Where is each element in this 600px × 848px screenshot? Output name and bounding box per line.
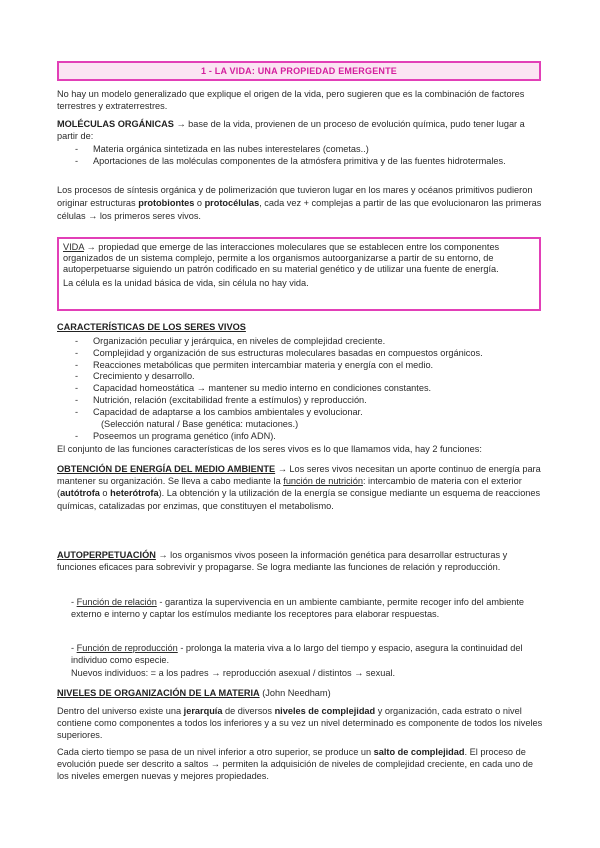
list-item: - Poseemos un programa genético (info ADN).: [75, 431, 545, 443]
niveles-paragraph-2: [57, 746, 547, 783]
sintesis-text: , cada vez + complejas a partir de las que evolucionaron las primeras células → los primeros seres vivos.: [57, 198, 542, 221]
niveles-text: de diversos: [222, 706, 275, 716]
list-item: - Capacidad de adaptarse a los cambios ambientales y evolucionar.: [75, 407, 545, 419]
energia-text: : intercambio de materia con el exterior (: [57, 476, 522, 499]
list-item: - Capacidad homeostática → mantener su medio interno en condiciones constantes.: [75, 383, 545, 395]
list-item: - Aportaciones de las moléculas componentes de la atmósfera primitiva y de las fuentes hidrotermales.: [75, 156, 545, 168]
funcion-relacion-paragraph: - Función de relación - garantiza la supervivencia en un ambiente cambiante, permite recoger info del ambiente externo e interno y captar los estímulos mediante los receptores para elaborar respuestas.: [71, 597, 525, 620]
vida-definition: [63, 242, 535, 275]
title-banner: [57, 61, 541, 81]
niveles-heading: NIVELES DE ORGANIZACIÓN DE LA MATERIA: [57, 688, 260, 698]
funcion-reproduccion-text: - prolonga la materia viva a lo largo del tiempo y espacio, asegura la continuidad del individuo como especie.: [71, 643, 523, 666]
page-title: 1 - LA VIDA: UNA PROPIEDAD EMERGENTE: [200, 66, 398, 76]
autotrofa-term: autótrofa: [60, 488, 100, 499]
funcion-reproduccion-term: Función de reproducción: [76, 643, 178, 653]
intro-paragraph: No hay un modelo generalizado que explique el origen de la vida, pero sugieren que es la combinación de factores terrestres y extraterrestres.: [57, 89, 525, 111]
list-item: - Organización peculiar y jerárquica, en niveles de complejidad creciente.: [75, 336, 545, 348]
sintesis-paragraph: [57, 184, 547, 223]
vida-term: VIDA: [63, 242, 84, 252]
niveles-text: Cada cierto tiempo se pasa de un nivel inferior a otro superior, se produce un: [57, 747, 374, 757]
list-item: - Crecimiento y desarrollo.: [75, 371, 545, 383]
salto-complejidad-term: salto de complejidad: [373, 747, 465, 757]
caracteristicas-conclusion: El conjunto de las funciones características de los seres vivos es lo que llamamos vida, hay 2 funciones:: [57, 444, 482, 454]
energia-heading: OBTENCIÓN DE ENERGÍA DEL MEDIO AMBIENTE: [57, 464, 276, 474]
moleculas-heading: MOLÉCULAS ORGÁNICAS: [57, 119, 174, 129]
niveles-heading-line: [57, 688, 547, 700]
caracteristicas-list: [75, 336, 545, 419]
list-item: - Reacciones metabólicas que permiten intercambiar materia y energía con el medio.: [75, 360, 545, 372]
list-item: - Nutrición, relación (excitabilidad frente a estímulos) y reproducción.: [75, 395, 545, 407]
niveles-complejidad-term: niveles de complejidad: [274, 706, 376, 716]
heterotrofa-term: heterótrofa: [110, 488, 159, 499]
section-heading: CARACTERÍSTICAS DE LOS SERES VIVOS: [57, 322, 246, 332]
niveles-text: . El proceso de evolución puede ser descrito a saltos → permiten la adquisición de niveles de complejidad creciente, en cada uno de los niveles emergen nuevas y mejores propiedades.: [57, 747, 533, 782]
moleculas-text: → base de la vida, provienen de un proceso de evolución química, pudo tener lugar a partir de:: [57, 119, 525, 141]
energia-text: o: [99, 488, 111, 499]
vida-cell-note: La célula es la unidad básica de vida, sin célula no hay vida.: [63, 278, 309, 288]
caracteristicas-sub-note: (Selección natural / Base genética: mutaciones.): [101, 419, 299, 429]
vida-definition-box: [57, 237, 541, 311]
moleculas-paragraph: [57, 119, 547, 143]
autoperpetuacion-heading: AUTOPERPETUACIÓN: [57, 550, 156, 560]
funcion-relacion-term: Función de relación: [76, 597, 157, 607]
niveles-text: Dentro del universo existe una: [57, 706, 184, 716]
caracteristicas-heading: [57, 322, 547, 334]
jerarquia-term: jerarquía: [183, 706, 223, 716]
niveles-author: (John Needham): [259, 688, 331, 698]
energia-paragraph: [57, 463, 547, 512]
nuevos-individuos: Nuevos individuos: = a los padres → reproducción asexual / distintos → sexual.: [71, 668, 396, 678]
list-item: - Complejidad y organización de sus estructuras moleculares basadas en compuestos orgánicos.: [75, 348, 545, 360]
funcion-relacion-text: - garantiza la supervivencia en un ambiente cambiante, permite recoger info del ambiente externo e interno y captar los estímulos mediante los receptores para elaborar respuestas.: [71, 597, 525, 620]
caracteristicas-list-end: [75, 431, 545, 443]
autoperpetuacion-text: → los organismos vivos poseen la información genética para desarrollar estructuras y funciones eficaces para sobrevivir y propagarse. Se logra mediante las funciones de relación y reproducción.: [57, 550, 508, 573]
list-item: - Materia orgánica sintetizada en las nubes interestelares (cometas..): [75, 144, 545, 156]
protobiontes-term: protobiontes: [138, 198, 195, 208]
vida-definition-text: → propiedad que emerge de las interacciones moleculares que se establecen entre los componentes organizados de un sistema complejo, permite a los organismos autoorganizarse a partir de su entorno, de autoperpetuarse siguiendo un patrón codificado en su material genético y de utilizar una fuente de energía.: [63, 242, 500, 274]
funcion-nutricion-term: función de nutrición: [283, 476, 363, 487]
sintesis-text: o: [194, 198, 205, 208]
sintesis-text: Los procesos de síntesis orgánica y de polimerización que tuvieron lugar en los mares y océanos primitivos pudieron originar estructuras: [57, 185, 533, 208]
energia-text: → Los seres vivos necesitan un aporte continuo de energía para mantener su organización. Se lleva a cabo mediante la: [57, 464, 541, 487]
funcion-reproduccion-paragraph: - Función de reproducción - prolonga la materia viva a lo largo del tiempo y espacio, asegura la continuidad del individuo como especie.: [71, 643, 523, 666]
niveles-paragraph-1: [57, 705, 547, 742]
autoperpetuacion-paragraph: [57, 549, 547, 573]
niveles-text: y organización, cada estrato o nivel contiene como componentes a todos los inferiores y a su vez un nivel determinado es componente de todos los niveles superiores.: [57, 706, 543, 741]
protocelulas-term: protocélulas: [204, 198, 260, 208]
moleculas-list: [75, 144, 545, 168]
energia-text: ). La obtención y la utilización de la energía se consigue mediante un esquema de reacciones químicas, catalizadas por enzimas, que constituyen el metabolismo.: [57, 488, 541, 511]
